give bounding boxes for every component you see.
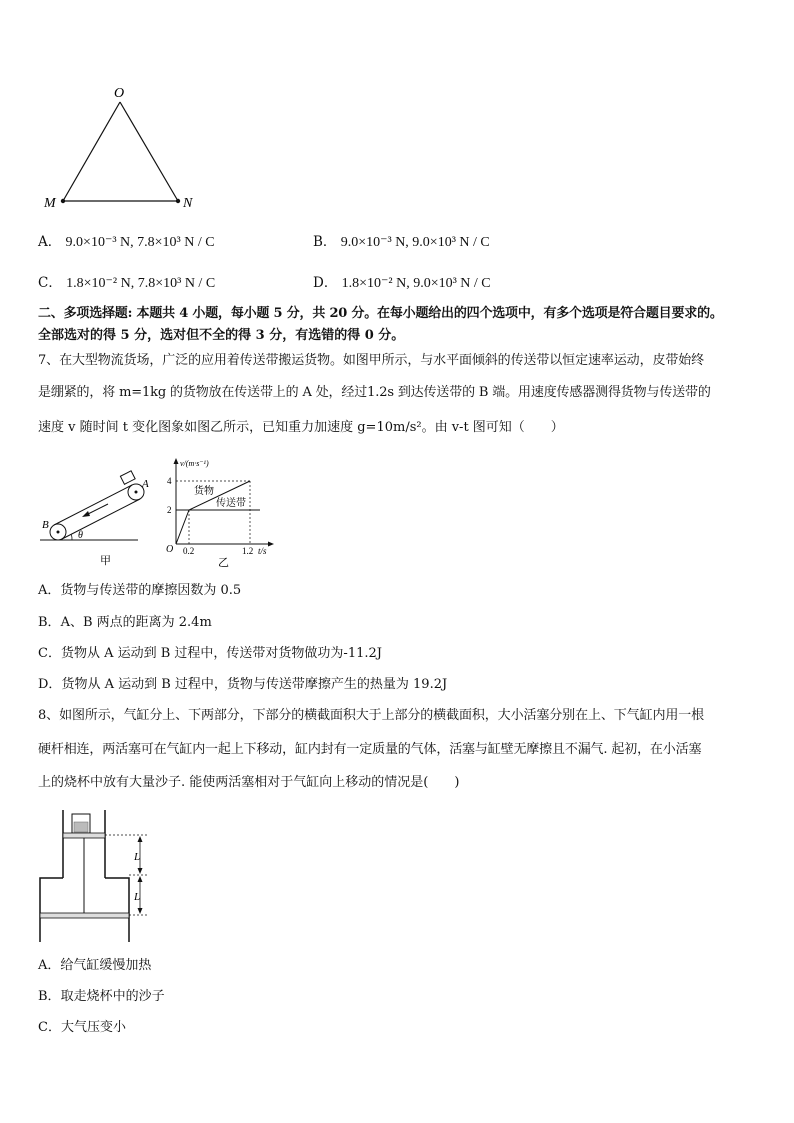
option-text: 货物与传送带的摩擦因数为 0.5 xyxy=(60,583,242,598)
option-letter: A． xyxy=(38,958,61,973)
label-theta: θ xyxy=(78,530,83,541)
dim-arrowhead-3 xyxy=(138,876,143,882)
option-letter: A． xyxy=(38,583,61,598)
conveyor-figure-jia xyxy=(38,470,158,570)
q6-option-c[interactable] xyxy=(38,274,215,293)
label-l-lower: L xyxy=(134,891,141,903)
option-letter: D． xyxy=(38,677,62,692)
roller-b-center xyxy=(57,531,60,534)
origin-label: O xyxy=(166,544,174,555)
lower-wall-left xyxy=(40,878,63,942)
dim-arrowhead-2 xyxy=(138,868,143,874)
vt-graph-yi xyxy=(162,454,282,570)
triangle-side-on xyxy=(120,102,178,201)
option-text: 给气缸缓慢加热 xyxy=(60,958,152,973)
section2-line2: 全部选对的得 5 分，选对但不全的得 3 分，有选错的得 0 分。 xyxy=(38,328,405,343)
q8-line3: 上的烧杯中放有大量沙子. 能使两活塞相对于气缸向上移动的情况是( ) xyxy=(38,775,460,790)
x-axis-label: t/s xyxy=(258,546,267,556)
tick-y-4: 4 xyxy=(167,476,172,486)
label-cargo: 货物 xyxy=(194,486,214,497)
q7-option-d[interactable] xyxy=(38,676,447,694)
large-piston xyxy=(40,913,129,918)
option-text: 1.8×10⁻² N, 9.0×10³ N / C xyxy=(341,276,491,291)
dim-arrowhead-4 xyxy=(138,908,143,914)
cargo-box xyxy=(120,471,135,484)
q8-line2: 硬杆相连，两活塞可在气缸内一起上下移动，缸内封有一定质量的气体，活塞与缸壁无摩擦且不漏气. 起初，在小活塞 xyxy=(38,742,702,757)
q6-option-a[interactable] xyxy=(38,233,215,252)
option-text: 9.0×10⁻³ N, 7.8×10³ N / C xyxy=(65,235,215,250)
small-piston xyxy=(63,833,105,838)
tick-y-2: 2 xyxy=(167,505,172,515)
q7-option-c[interactable] xyxy=(38,645,382,663)
option-text: 货物从 A 运动到 B 过程中，货物与传送带摩擦产生的热量为 19.2J xyxy=(61,677,448,692)
tick-x-02: 0.2 xyxy=(183,546,195,556)
y-axis-label: v/(m·s⁻¹) xyxy=(180,459,209,468)
y-axis-arrow xyxy=(174,458,179,464)
q7-line3: 速度 v 随时间 t 变化图象如图乙所示，已知重力加速度 g=10m/s²。由 v-t 图可知（ ） xyxy=(38,420,564,435)
cylinder-figure xyxy=(38,808,168,946)
dim-arrowhead-1 xyxy=(138,836,143,842)
q8-option-a[interactable] xyxy=(38,957,151,975)
belt-bottom xyxy=(62,499,140,539)
q6-option-b[interactable] xyxy=(313,233,490,252)
option-text: A、B 两点的距离为 2.4m xyxy=(60,615,212,630)
option-text: 1.8×10⁻² N, 7.8×10³ N / C xyxy=(66,276,216,291)
label-m: M xyxy=(44,196,56,211)
option-letter: B． xyxy=(38,989,61,1004)
q7-line1: 7、在大型物流货场，广泛的应用着传送带搬运货物。如图甲所示，与水平面倾斜的传送带以恒定速率运动，皮带始终 xyxy=(38,353,705,368)
point-m xyxy=(61,199,65,203)
sand xyxy=(74,822,88,832)
option-letter: D． xyxy=(313,275,338,291)
option-letter: C． xyxy=(38,646,61,661)
option-text: 货物从 A 运动到 B 过程中，传送带对货物做功为-11.2J xyxy=(60,646,382,661)
direction-arrow xyxy=(86,504,108,515)
q6-option-d[interactable] xyxy=(313,274,491,293)
triangle-side-om xyxy=(63,102,120,201)
label-a: A xyxy=(142,478,149,490)
caption-jia: 甲 xyxy=(100,555,111,567)
option-letter: A． xyxy=(38,234,62,250)
triangle-figure xyxy=(38,80,218,215)
lower-wall-right xyxy=(105,878,129,942)
option-letter: C． xyxy=(38,275,62,291)
belt-top xyxy=(54,485,132,525)
section2-line1: 二、多项选择题: 本题共 4 小题，每小题 5 分，共 20 分。在每小题给出的四个选项中，有多个选项是符合题目要求的。 xyxy=(38,306,723,321)
option-letter: C． xyxy=(38,1020,61,1035)
label-n: N xyxy=(183,196,193,211)
option-text: 取走烧杯中的沙子 xyxy=(60,989,165,1004)
label-b: B xyxy=(42,519,49,531)
direction-arrowhead xyxy=(82,511,90,517)
option-text: 9.0×10⁻³ N, 9.0×10³ N / C xyxy=(340,235,490,250)
tick-x-12: 1.2 xyxy=(242,546,254,556)
q7-option-a[interactable] xyxy=(38,582,241,600)
q7-option-b[interactable] xyxy=(38,614,212,632)
x-axis-arrow xyxy=(268,542,274,547)
q7-line2: 是绷紧的，将 m=1kg 的货物放在传送带上的 A 处，经过1.2s 到达传送带的 B 端。用速度传感器测得货物与传送带的 xyxy=(38,385,711,400)
q8-option-c[interactable] xyxy=(38,1019,126,1037)
angle-arc xyxy=(71,534,72,540)
label-l-upper: L xyxy=(134,851,141,863)
option-letter: B． xyxy=(313,234,337,250)
q8-line1: 8、如图所示，气缸分上、下两部分，下部分的横截面积大于上部分的横截面积，大小活塞分别在上、下气缸内用一根 xyxy=(38,708,705,723)
caption-yi: 乙 xyxy=(218,557,229,569)
q8-option-b[interactable] xyxy=(38,988,165,1006)
option-text: 大气压变小 xyxy=(60,1020,126,1035)
label-o: O xyxy=(114,86,125,101)
roller-a-center xyxy=(135,491,138,494)
point-n xyxy=(176,199,180,203)
option-letter: B． xyxy=(38,615,61,630)
label-belt: 传送带 xyxy=(216,498,246,509)
